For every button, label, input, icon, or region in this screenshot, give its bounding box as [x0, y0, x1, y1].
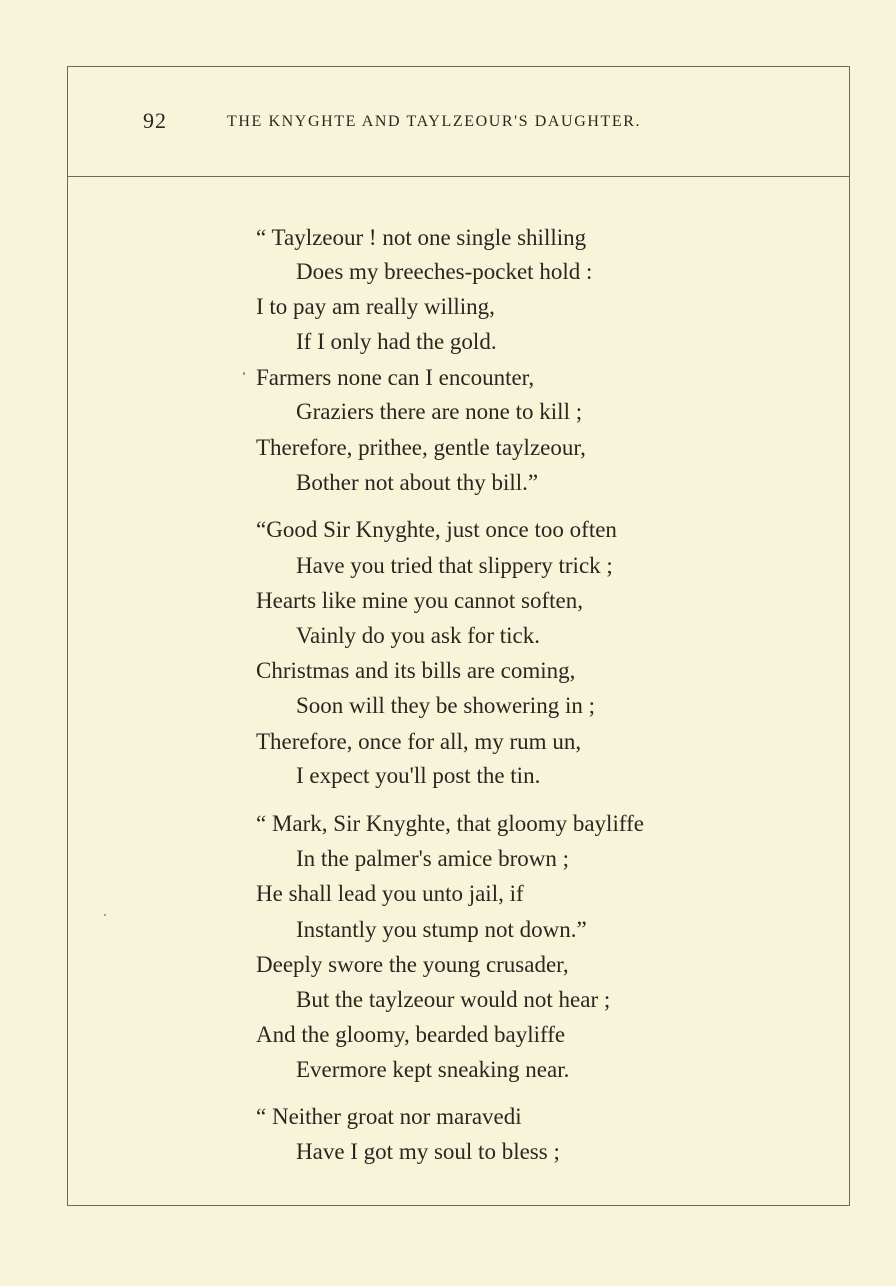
poem-line: I to pay am really willing, [256, 294, 495, 319]
page-number: 92 [143, 108, 167, 133]
poem-line: Therefore, prithee, gentle taylzeour, [256, 435, 586, 460]
poem-line: Hearts like mine you cannot soften, [256, 588, 584, 613]
poem-line: I expect you'll post the tin. [296, 763, 541, 788]
poem-line: Farmers none can I encounter, [256, 365, 535, 390]
print-speck [243, 372, 245, 375]
poem-line: Evermore kept sneaking near. [296, 1057, 570, 1082]
poem-line: “ Neither groat nor maravedi [256, 1104, 522, 1129]
running-title: THE KNYGHTE AND TAYLZEOUR'S DAUGHTER. [227, 113, 642, 130]
poem-line: Therefore, once for all, my rum un, [256, 729, 582, 754]
poem-line: Christmas and its bills are coming, [256, 658, 576, 683]
poem-line: Does my breeches-pocket hold : [296, 259, 593, 284]
poem-line: “ Mark, Sir Knyghte, that gloomy bayliffe [256, 811, 644, 836]
poem-line: Have you tried that slippery trick ; [296, 553, 613, 578]
poem-line: But the taylzeour would not hear ; [296, 987, 611, 1012]
poem-line: Soon will they be showering in ; [296, 693, 595, 718]
poem-line: And the gloomy, bearded bayliffe [256, 1022, 566, 1047]
poem-line: “ Taylzeour ! not one single shilling [256, 225, 587, 250]
poem-line: If I only had the gold. [296, 329, 497, 354]
poem-line: Deeply swore the young crusader, [256, 952, 569, 977]
poem-line: He shall lead you unto jail, if [256, 881, 524, 906]
poem-line: Bother not about thy bill.” [296, 470, 539, 495]
poem-line: Instantly you stump not down.” [296, 917, 587, 942]
print-speck [104, 914, 106, 916]
poem-line: Have I got my soul to bless ; [296, 1139, 560, 1164]
poem-line: “Good Sir Knyghte, just once too often [256, 517, 617, 542]
poem-line: Vainly do you ask for tick. [296, 623, 541, 648]
poem-line: Graziers there are none to kill ; [296, 399, 583, 424]
poem-line: In the palmer's amice brown ; [296, 846, 570, 871]
